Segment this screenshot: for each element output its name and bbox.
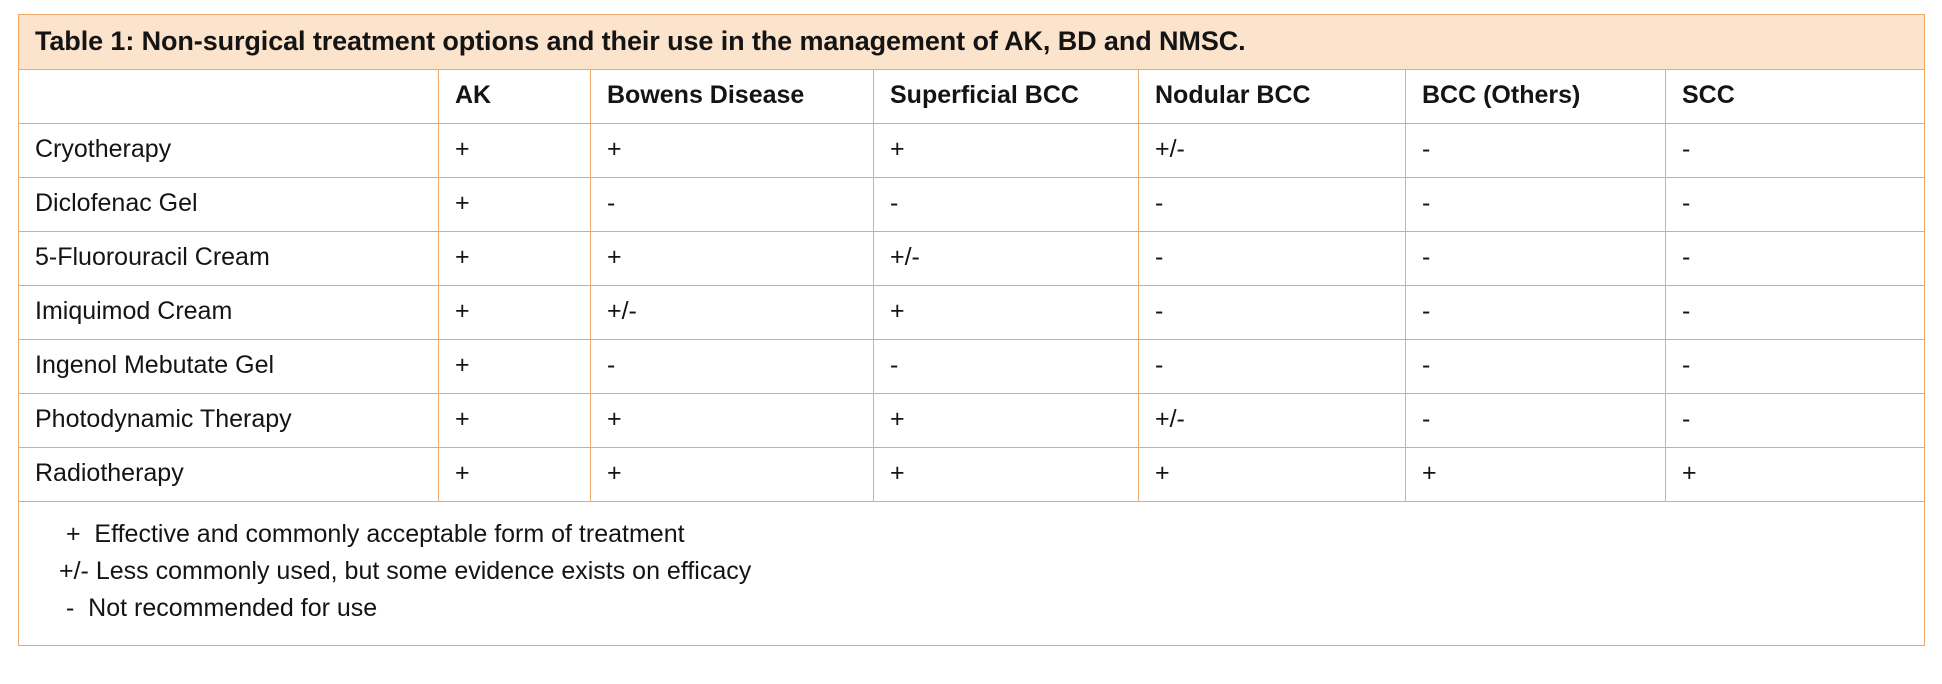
table-row [19,232,1925,286]
cell-fluorouracil-bcc-others: - [1406,232,1666,286]
table-row [19,340,1925,394]
cell-photodynamic-superficial-bcc: + [874,394,1139,448]
row-label-cryotherapy: Cryotherapy [19,124,439,178]
row-label-diclofenac-gel: Diclofenac Gel [19,178,439,232]
cell-radiotherapy-nodular-bcc: + [1139,448,1406,502]
cell-radiotherapy-bcc-others: + [1406,448,1666,502]
cell-imiquimod-superficial-bcc: + [874,286,1139,340]
cell-imiquimod-scc: - [1666,286,1925,340]
cell-fluorouracil-ak: + [439,232,591,286]
cell-photodynamic-nodular-bcc: +/- [1139,394,1406,448]
row-label-imiquimod-cream: Imiquimod Cream [19,286,439,340]
cell-cryotherapy-ak: + [439,124,591,178]
cell-fluorouracil-bowens: + [591,232,874,286]
legend-line-effective: + Effective and commonly acceptable form of treatment [59,520,685,549]
cell-cryotherapy-bowens: + [591,124,874,178]
cell-ingenol-bowens: - [591,340,874,394]
cell-ingenol-nodular-bcc: - [1139,340,1406,394]
cell-diclofenac-nodular-bcc: - [1139,178,1406,232]
column-header-superficial-bcc: Superficial BCC [874,70,1139,124]
table-legend [19,502,1925,646]
row-label-5-fluorouracil-cream: 5-Fluorouracil Cream [19,232,439,286]
row-label-photodynamic-therapy: Photodynamic Therapy [19,394,439,448]
table-row [19,286,1925,340]
column-header-bcc-others: BCC (Others) [1406,70,1666,124]
legend-line-less-common: +/- Less commonly used, but some evidence exists on efficacy [59,557,752,586]
cell-cryotherapy-superficial-bcc: + [874,124,1139,178]
table-caption: Table 1: Non-surgical treatment options and their use in the management of AK, BD and NMSC. [19,15,1925,70]
cell-ingenol-ak: + [439,340,591,394]
cell-ingenol-superficial-bcc: - [874,340,1139,394]
row-label-radiotherapy: Radiotherapy [19,448,439,502]
cell-diclofenac-ak: + [439,178,591,232]
cell-cryotherapy-bcc-others: - [1406,124,1666,178]
table-row [19,394,1925,448]
cell-imiquimod-ak: + [439,286,591,340]
column-header-scc: SCC [1666,70,1925,124]
cell-radiotherapy-scc: + [1666,448,1925,502]
cell-diclofenac-scc: - [1666,178,1925,232]
cell-imiquimod-nodular-bcc: - [1139,286,1406,340]
cell-photodynamic-bcc-others: - [1406,394,1666,448]
table-row [19,124,1925,178]
cell-radiotherapy-bowens: + [591,448,874,502]
table-caption-row [19,15,1925,70]
column-header-nodular-bcc: Nodular BCC [1139,70,1406,124]
legend-line-not-recommended: - Not recommended for use [59,594,378,623]
cell-diclofenac-superficial-bcc: - [874,178,1139,232]
cell-fluorouracil-nodular-bcc: - [1139,232,1406,286]
treatment-options-table [18,14,1925,646]
cell-cryotherapy-scc: - [1666,124,1925,178]
column-header-blank [19,70,439,124]
cell-radiotherapy-ak: + [439,448,591,502]
cell-imiquimod-bcc-others: - [1406,286,1666,340]
column-header-bowens-disease: Bowens Disease [591,70,874,124]
cell-photodynamic-bowens: + [591,394,874,448]
table-legend-row [19,502,1925,646]
cell-fluorouracil-scc: - [1666,232,1925,286]
cell-imiquimod-bowens: +/- [591,286,874,340]
column-header-ak: AK [439,70,591,124]
cell-photodynamic-ak: + [439,394,591,448]
cell-fluorouracil-superficial-bcc: +/- [874,232,1139,286]
cell-cryotherapy-nodular-bcc: +/- [1139,124,1406,178]
row-label-ingenol-mebutate-gel: Ingenol Mebutate Gel [19,340,439,394]
cell-photodynamic-scc: - [1666,394,1925,448]
cell-diclofenac-bowens: - [591,178,874,232]
cell-ingenol-scc: - [1666,340,1925,394]
table-header-row [19,70,1925,124]
table-row [19,178,1925,232]
cell-diclofenac-bcc-others: - [1406,178,1666,232]
cell-ingenol-bcc-others: - [1406,340,1666,394]
cell-radiotherapy-superficial-bcc: + [874,448,1139,502]
table-row [19,448,1925,502]
